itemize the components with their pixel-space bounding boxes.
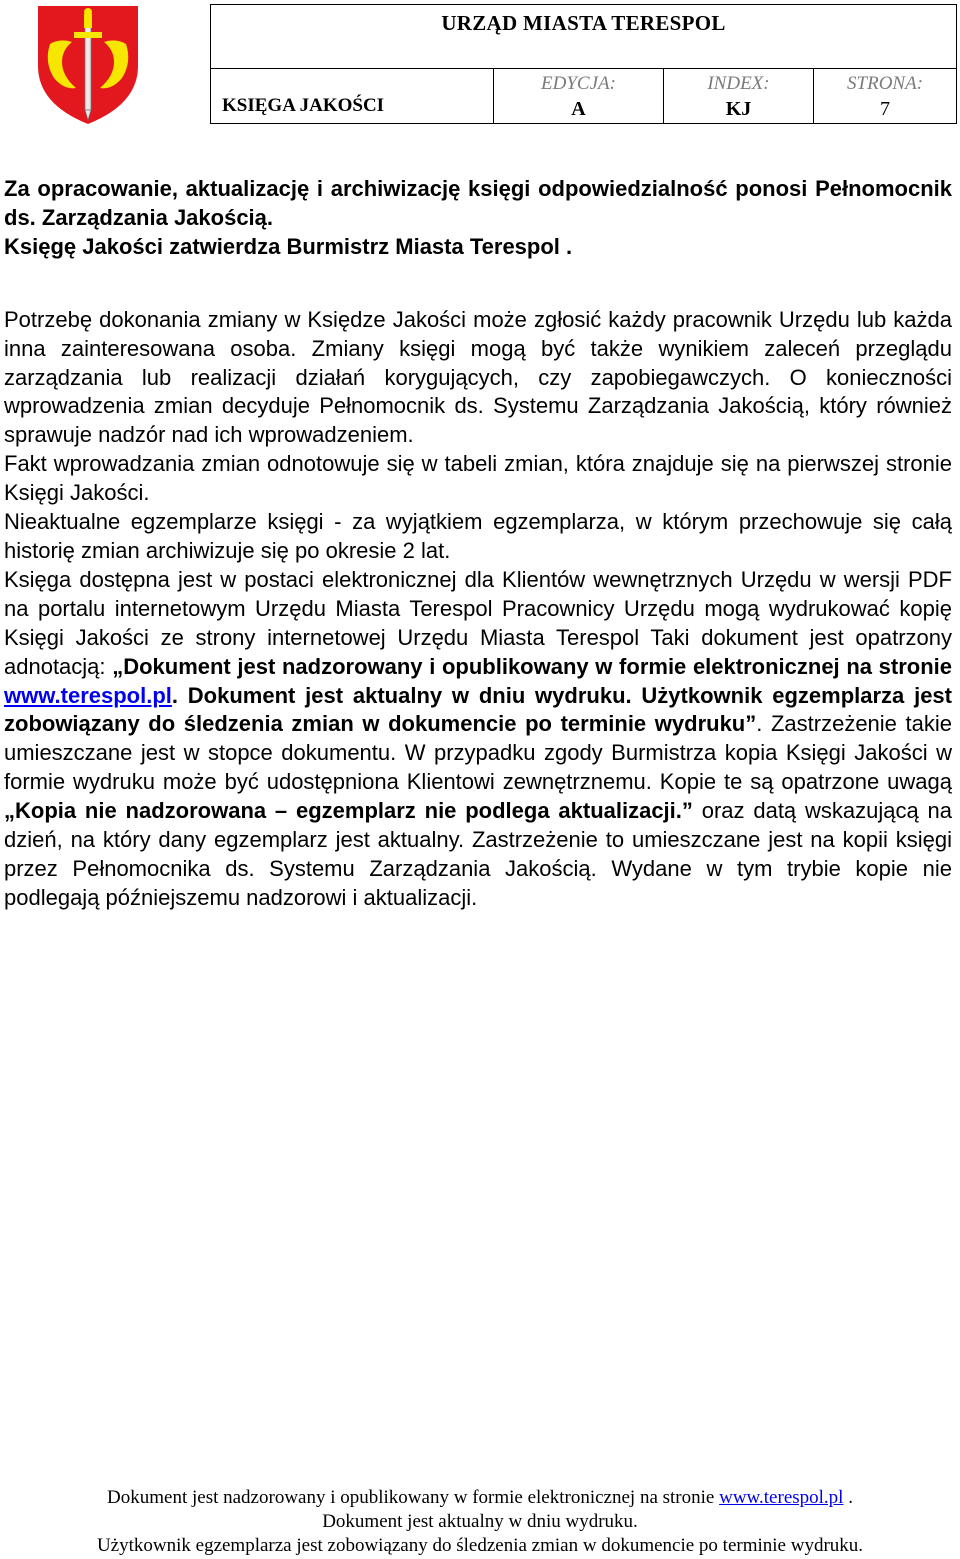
footer-line-2: Dokument jest aktualny w dniu wydruku.: [322, 1511, 638, 1532]
index-cell: [664, 69, 814, 124]
controlled-notice-end: . Dokument jest aktualny w dniu wydruku. Użytkownik egzemplarza jest zobowiązany do śledzenia zmian w dokumencie po terminie wydruku”: [4, 682, 952, 737]
approval-text: Księgę Jakości zatwierdza Burmistrz Miasta Terespol .: [4, 233, 573, 259]
change-log-paragraph: Fakt wprowadzania zmian odnotowuje się w tabeli zmian, która znajduje się na pierwszej stronie Księgi Jakości.: [4, 451, 952, 506]
controlled-notice-start: „Dokument jest nadzorowany i opublikowany w formie elektronicznej na stronie: [112, 653, 952, 679]
footer-notice-end: .: [843, 1487, 853, 1508]
page-label: STRONA:: [847, 73, 924, 94]
edition-value: A: [571, 98, 586, 120]
distribution-text-1: Księga dostępna jest w postaci elektronicznej dla Klientów wewnętrznych Urzędu w wersji PDF na portalu internetowym Urzędu Miasta Terespol Pracownicy Urzędu mogą wydrukować kopię Księgi Jakości ze strony internetowej Urzędu Miasta Terespol Taki dokument jest opatrzony adnotacją:: [4, 566, 952, 679]
document-footer: [0, 1486, 960, 1558]
distribution-text-2: . Zastrzeżenie takie umieszczane jest w stopce dokumentu. W przypadku zgody Burmistrza kopia Księgi Jakości w formie wydruku może być udostępniona Klientowi zewnętrznemu. Kopie te są opatrzone uwagą: [4, 711, 952, 795]
index-value: KJ: [725, 98, 752, 120]
responsibility-text: Za opracowanie, aktualizację i archiwizację księgi odpowiedzialność ponosi Pełnomocnik ds. Zarządzania Jakością.: [4, 176, 952, 230]
document-header-table: [210, 4, 957, 124]
book-title: KSIĘGA JAKOŚCI: [211, 69, 494, 124]
distribution-text-3: oraz datą wskazującą na dzień, na który dany egzemplarz jest aktualny. Zastrzeżenie to umieszczane jest na kopii księgi przez Pełnomocnika ds. Systemu Zarządzania Jakością. Wydane w tym trybie kopie nie podlegają późniejszemu nadzorowi i aktualizacji.: [4, 798, 952, 910]
distribution-paragraph: [4, 566, 952, 913]
office-name: URZĄD MIASTA TERESPOL: [211, 5, 957, 69]
terespol-coat-of-arms-logo: [36, 4, 140, 126]
footer-website-link[interactable]: www.terespol.pl: [719, 1487, 844, 1508]
page-number: 7: [880, 98, 891, 120]
terespol-website-link[interactable]: www.terespol.pl: [4, 682, 172, 708]
responsibility-paragraph: [4, 175, 952, 262]
footer-notice-text: Dokument jest nadzorowany i opublikowany w formie elektronicznej na stronie: [107, 1487, 720, 1508]
footer-line-3: Użytkownik egzemplarza jest zobowiązany do śledzenia zmian w dokumencie po terminie wydruku.: [96, 1535, 864, 1556]
edition-cell: [494, 69, 664, 124]
edition-label: EDYCJA:: [541, 73, 616, 94]
change-request-paragraph: Potrzebę dokonania zmiany w Księdze Jakości może zgłosić każdy pracownik Urzędu lub każda inna zainteresowana osoba. Zmiany księgi mogą być także wynikiem zaleceń przeglądu zarządzania lub realizacji działań korygujących, czy zapobiegawczych. O konieczności wprowadzenia zmian decyduje Pełnomocnik ds. Systemu Zarządzania Jakością, który również sprawuje nadzór nad ich wprowadzeniem.: [4, 306, 952, 448]
index-label: INDEX:: [707, 73, 770, 94]
footer-line-1: [0, 1486, 960, 1510]
document-body: [4, 175, 952, 913]
page-cell: [814, 69, 957, 124]
archiving-paragraph: Nieaktualne egzemplarze księgi - za wyjątkiem egzemplarza, w którym przechowuje się całą historię zmian archiwizuje się po okresie 2 lat.: [4, 509, 952, 563]
uncontrolled-copy-notice: „Kopia nie nadzorowana – egzemplarz nie podlega aktualizacji.”: [4, 798, 693, 824]
